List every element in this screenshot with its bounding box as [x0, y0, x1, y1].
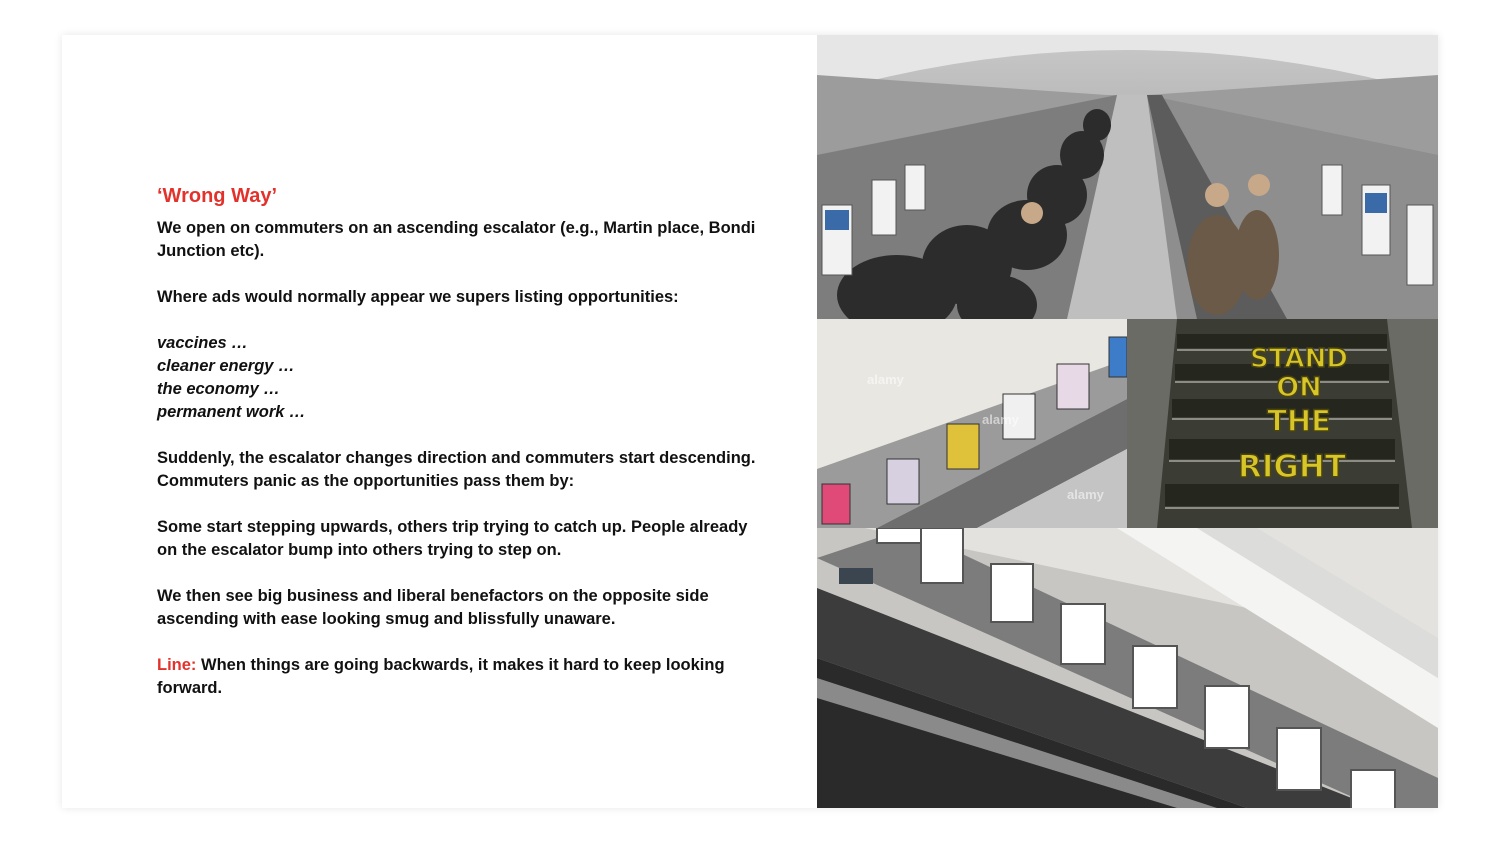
paragraph-business: We then see big business and liberal benefactors on the opposite side ascending with ease looking smug and blissfully unaware. — [157, 587, 709, 628]
list-item: permanent work … — [157, 403, 306, 421]
script-text — [157, 183, 757, 723]
escalator-blank-frames-photo — [817, 528, 1438, 808]
reference-images — [817, 35, 1438, 808]
list-item: vaccines … — [157, 334, 248, 352]
tagline-label: Line: — [157, 656, 197, 674]
escalator-crowd-photo — [817, 35, 1438, 319]
watermark: alamy — [867, 372, 904, 387]
stand-on-right-photo — [1127, 319, 1438, 528]
tagline-text: When things are going backwards, it makes it hard to keep looking forward. — [157, 656, 725, 697]
slide-title: ‘Wrong Way’ — [157, 185, 277, 207]
sign-word-right: RIGHT — [1238, 449, 1346, 485]
paragraph-ads: Where ads would normally appear we supers listing opportunities: — [157, 288, 679, 306]
paragraph-direction-change: Suddenly, the escalator changes direction and commuters start descending. Commuters panic as the opportunities pass them by: — [157, 449, 756, 490]
sign-word-stand: STAND — [1250, 344, 1348, 374]
tagline — [157, 654, 757, 700]
opportunities-list — [157, 332, 757, 424]
sign-word-the: THE — [1267, 404, 1331, 438]
paragraph-opening: We open on commuters on an ascending escalator (e.g., Martin place, Bondi Junction etc). — [157, 219, 756, 260]
list-item: cleaner energy … — [157, 357, 295, 375]
watermark: alamy — [982, 412, 1019, 427]
watermark: alamy — [1067, 487, 1104, 502]
sign-word-on: ON — [1276, 372, 1322, 403]
paragraph-stepping: Some start stepping upwards, others trip trying to catch up. People already on the escalator bump into others trying to step on. — [157, 518, 748, 559]
slide-card — [62, 35, 1438, 808]
escalator-posters-photo — [817, 319, 1127, 528]
list-item: the economy … — [157, 380, 280, 398]
